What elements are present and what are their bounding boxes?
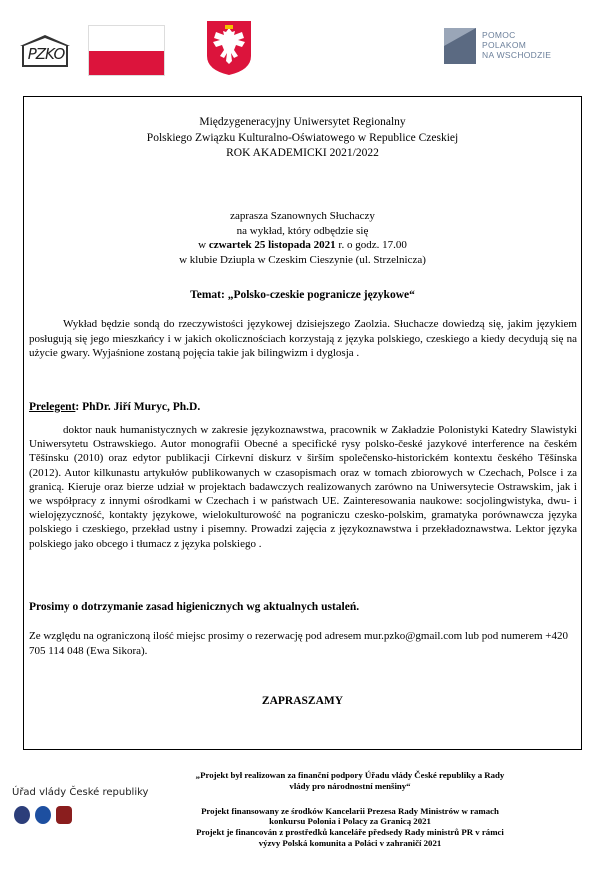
- footer-line-5: Projekt je financován z prostředků kanceláře předsedy Rady ministrů PR v rámci: [196, 827, 504, 838]
- speaker-line: [29, 401, 200, 413]
- polish-eagle-emblem-icon: [206, 20, 252, 76]
- invite-line-2: na wykład, który odbędzie się: [236, 224, 369, 237]
- footer-line-1: „Projekt był realizowan za finanční podpory Úřadu vlády České republiky a Rady: [195, 770, 505, 780]
- footer-line-3: Projekt finansowany ze środków Kancelarii Prezesa Rady Ministrów w ramach: [201, 805, 499, 816]
- speaker-name: : PhDr. Jiří Muryc, Ph.D.: [75, 401, 201, 413]
- description-text: Wykład będzie sondą do rzeczywistości językowej dzisiejszego Zaolzia. Słuchacze dowiedzą się, jakim językiem posługują się jego mieszkańcy i w jakich okolicznościach korzystają z języka polskiego, czeskiego a kiedy decydują się na użycie gwary. Wyjaśnione zostaną pojęcia takie jak bilingwizm i dyglosja .: [29, 318, 577, 359]
- event-place: w klubie Dziupla w Czeskim Cieszynie (ul. Strzelnicza): [179, 253, 426, 266]
- invite-line-1: zaprasza Szanownych Słuchaczy: [230, 210, 375, 222]
- eu-stars-badge-icon: [35, 806, 51, 824]
- date-prefix: w: [198, 239, 209, 251]
- lecture-topic: Temat: „Polsko-czeskie pogranicze językowe“: [190, 289, 415, 301]
- closing-invitation: ZAPRASZAMY: [261, 695, 344, 707]
- ppnw-line-2: POLAKOM: [482, 40, 527, 50]
- footer-line-6: výzvy Polská komunita a Poláci v zahraničí 2021: [258, 837, 442, 848]
- government-name: Úřad vlády České republiky: [12, 787, 149, 798]
- council-badge-icon: [56, 806, 72, 824]
- header-line-1: Międzygeneracyjny Uniwersytet Regionalny: [199, 116, 406, 128]
- bio-text: doktor nauk humanistycznych w zakresie językoznawstwa, pracownik w Zakładzie Polonistyki Katedry Slawistyki Uniwersytetu Ostrawskiego. Autor monografii Obecné a specifické rysy polsko-české jazykové interference na českém Těšínsku (2010) oraz edytor publikacji Církevní diskurz v širším společensko-historickém kontextu českého Těšínska (2012). Autor kilkunastu artykułów publikowanych w czasopismach oraz w tomach zbiorowych w Czechach, Polsce i za granicą. Kieruje oraz bierze udział w projektach badawczych realizowanych zarówno na Uniwersytecie Ostrawskim, jak i we współpracy z innymi ośrodkami w Czechach i w państwach UE. Zainteresowania naukowe: socjolingwistyka, dwu- i wielojęzyczność, kontakty językowe, wielokulturowość na pograniczu czesko-polskim, gramatyka porównawcza języka polskiego i czeskiego, przekład ustny i pisemny. Prowadzi zajęcia z językoznawstwa i przekładoznawstwa. Lektor języka polskiego jako obcego i tłumacz z języka polskiego .: [29, 424, 577, 550]
- ppnw-line-1: POMOC: [482, 30, 516, 40]
- polish-flag-icon: [88, 25, 165, 76]
- footer-line-4: konkursu Polonia i Polacy za Granicą 2021: [269, 816, 431, 827]
- pzko-logo-text: PZKO: [27, 45, 65, 63]
- footer-line-2: vlády pro národnostní menšiny“: [289, 780, 411, 791]
- invite-date-line: [24, 238, 581, 253]
- hygiene-notice: Prosimy o dotrzymanie zasad higienicznych wg aktualnych ustaleń.: [29, 601, 360, 613]
- invite-block: [24, 209, 581, 267]
- logo-header: [0, 0, 605, 95]
- event-date: czwartek 25 listopada 2021: [208, 239, 336, 251]
- invitation-box: [23, 96, 582, 750]
- event-time: r. o godz. 17.00: [335, 239, 407, 251]
- lecture-description: [29, 317, 577, 361]
- government-logo: [12, 787, 162, 798]
- header-line-2: Polskiego Związku Kulturalno-Oświatowego w Republice Czeskiej: [146, 131, 459, 144]
- reservation-info: Ze względu na ograniczoną ilość miejsc prosimy o rezerwację pod adresem mur.pzko@gmail.com lub pod numerem +420 705 114 048 (Ewa Sikora).: [29, 630, 568, 657]
- speaker-bio: [29, 423, 577, 551]
- speaker-label: Prelegent: [29, 401, 76, 413]
- pomoc-polakom-logo: [444, 28, 564, 68]
- czech-lion-badge-icon: [14, 806, 30, 824]
- funding-footer: [160, 770, 540, 849]
- organizer-header: [24, 115, 581, 162]
- ppnw-line-3: NA WSCHODZIE: [482, 50, 552, 60]
- header-line-3: ROK AKADEMICKI 2021/2022: [226, 147, 379, 159]
- pzko-logo: [16, 35, 74, 69]
